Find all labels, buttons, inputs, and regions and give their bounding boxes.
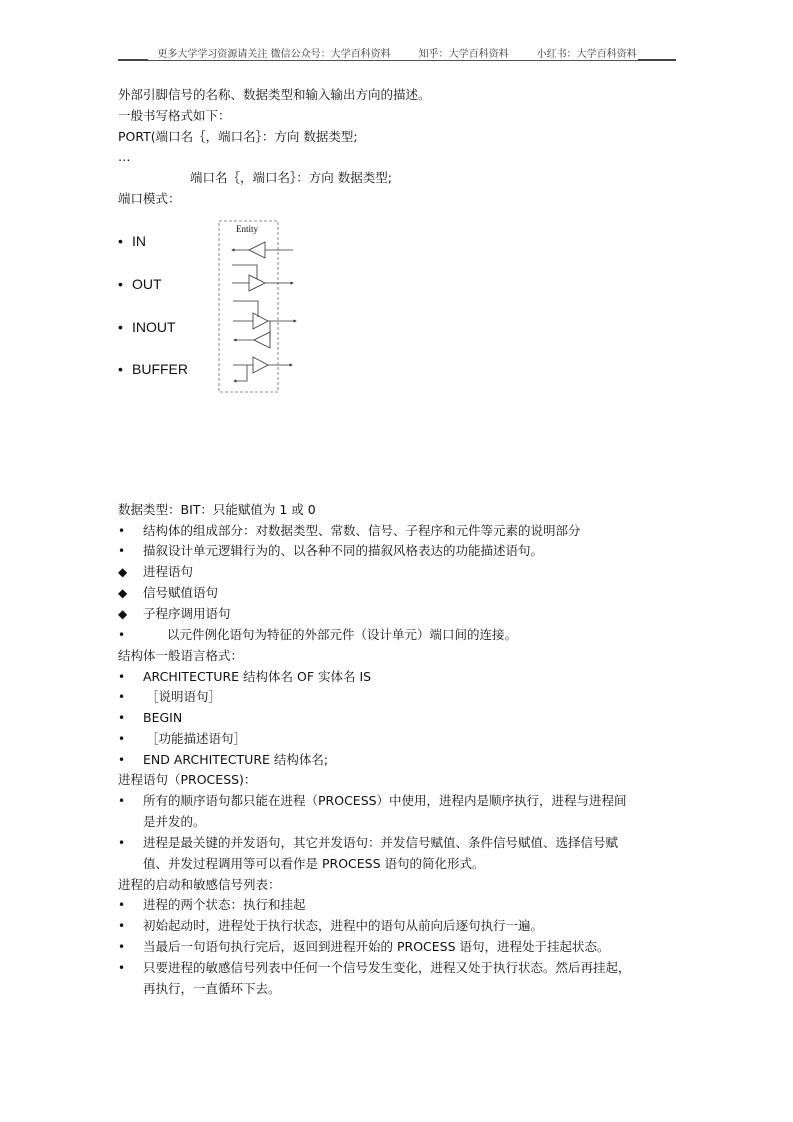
port-syntax-2: 端口名｛，端口名｝：方向 数据类型; [190, 170, 392, 185]
bullet: • [118, 898, 126, 912]
buffer-mode-symbol [233, 357, 292, 381]
header-wechat: 更多大学学习资源请关注 微信公众号：大学百科资料 [157, 49, 391, 60]
port-mode-out: • OUT [118, 276, 162, 292]
bullet: • [118, 919, 126, 933]
diamond-bullet: ◆ [118, 607, 128, 621]
entity-boundary [219, 221, 278, 392]
list-item: 进程是最关键的并发语句，其它并发语句：并发信号赋值、条件信号赋值、选择信号赋 [143, 835, 619, 850]
code-line: END ARCHITECTURE 结构体名; [143, 752, 329, 767]
entity-label: Entity [236, 224, 258, 234]
bullet: • [118, 711, 126, 725]
bullet: • [118, 753, 126, 767]
code-line: BEGIN [143, 710, 183, 725]
port-mode-inout: • INOUT [118, 319, 176, 335]
port-mode-buffer: • BUFFER [118, 361, 188, 377]
bullet: • [118, 836, 126, 850]
list-item: 子程序调用语句 [143, 606, 231, 621]
in-buffer-symbol [232, 242, 293, 258]
process-title: 进程语句（PROCESS)： [118, 772, 257, 787]
bullet: • [118, 732, 126, 746]
start-title: 进程的启动和敏感信号列表： [118, 877, 281, 892]
port-mode-in: • IN [118, 233, 146, 249]
bullet: • [118, 670, 126, 684]
intro-line: 外部引脚信号的名称、数据类型和输入输出方向的描述。 [118, 87, 431, 102]
list-item-cont: 值、并发过程调用等可以看作是 PROCESS 语句的简化形式。 [143, 856, 485, 871]
code-line: ［说明语句］ [146, 689, 222, 704]
bullet: • [118, 544, 126, 558]
arch-format-title: 结构体一般语言格式： [118, 648, 244, 663]
intro-line: 一般书写格式如下： [118, 108, 231, 123]
bullet: • [118, 690, 126, 704]
code-line: ARCHITECTURE 结构体名 OF 实体名 IS [143, 669, 372, 684]
port-mode-title: 端口模式： [118, 191, 181, 206]
list-item: 进程的两个状态：执行和挂起 [143, 897, 306, 912]
bullet: • [118, 940, 126, 954]
diamond-bullet: ◆ [118, 586, 128, 600]
list-item-cont: 是并发的。 [143, 814, 206, 829]
bullet: • [118, 794, 126, 808]
header-xiaohongshu: 小红书：大学百科资料 [536, 49, 637, 60]
diamond-bullet: ◆ [118, 565, 128, 579]
list-item: 描叙设计单元逻辑行为的、以各种不同的描叙风格表达的功能描述语句。 [143, 543, 544, 558]
bullet: • [118, 628, 126, 642]
port-syntax: PORT(端口名｛，端口名｝：方向 数据类型; [118, 129, 358, 144]
code-line: ［功能描述语句］ [146, 731, 247, 746]
bullet: • [118, 524, 126, 538]
list-item: 信号赋值语句 [143, 585, 219, 600]
list-item: 当最后一句语句执行完后，返回到进程开始的 PROCESS 语句，进程处于挂起状态。 [143, 939, 610, 954]
datatype-line: 数据类型：BIT：只能赋值为 1 或 0 [118, 502, 316, 517]
out-buffer-symbol [232, 265, 293, 291]
header-zhihu: 知乎：大学百科资料 [418, 49, 509, 60]
ellipsis: … [118, 149, 131, 164]
list-item: 进程语句 [143, 564, 194, 579]
list-item-cont: 再执行，一直循环下去。 [143, 981, 281, 996]
list-item: 所有的顺序语句都只能在进程（PROCESS）中使用，进程内是顺序执行，进程与进程间 [143, 793, 627, 808]
inout-buffer-symbol [233, 301, 296, 348]
list-item: 以元件例化语句为特征的外部元件（设计单元）端口间的连接。 [167, 627, 518, 642]
list-item: 初始起动时，进程处于执行状态，进程中的语句从前向后逐句执行一遍。 [143, 918, 544, 933]
bullet: • [118, 961, 126, 975]
list-item: 结构体的组成部分：对数据类型、常数、信号、子程序和元件等元素的说明部分 [143, 523, 581, 538]
list-item: 只要进程的敏感信号列表中任何一个信号发生变化，进程又处于执行状态。然后再挂起， [143, 960, 631, 975]
